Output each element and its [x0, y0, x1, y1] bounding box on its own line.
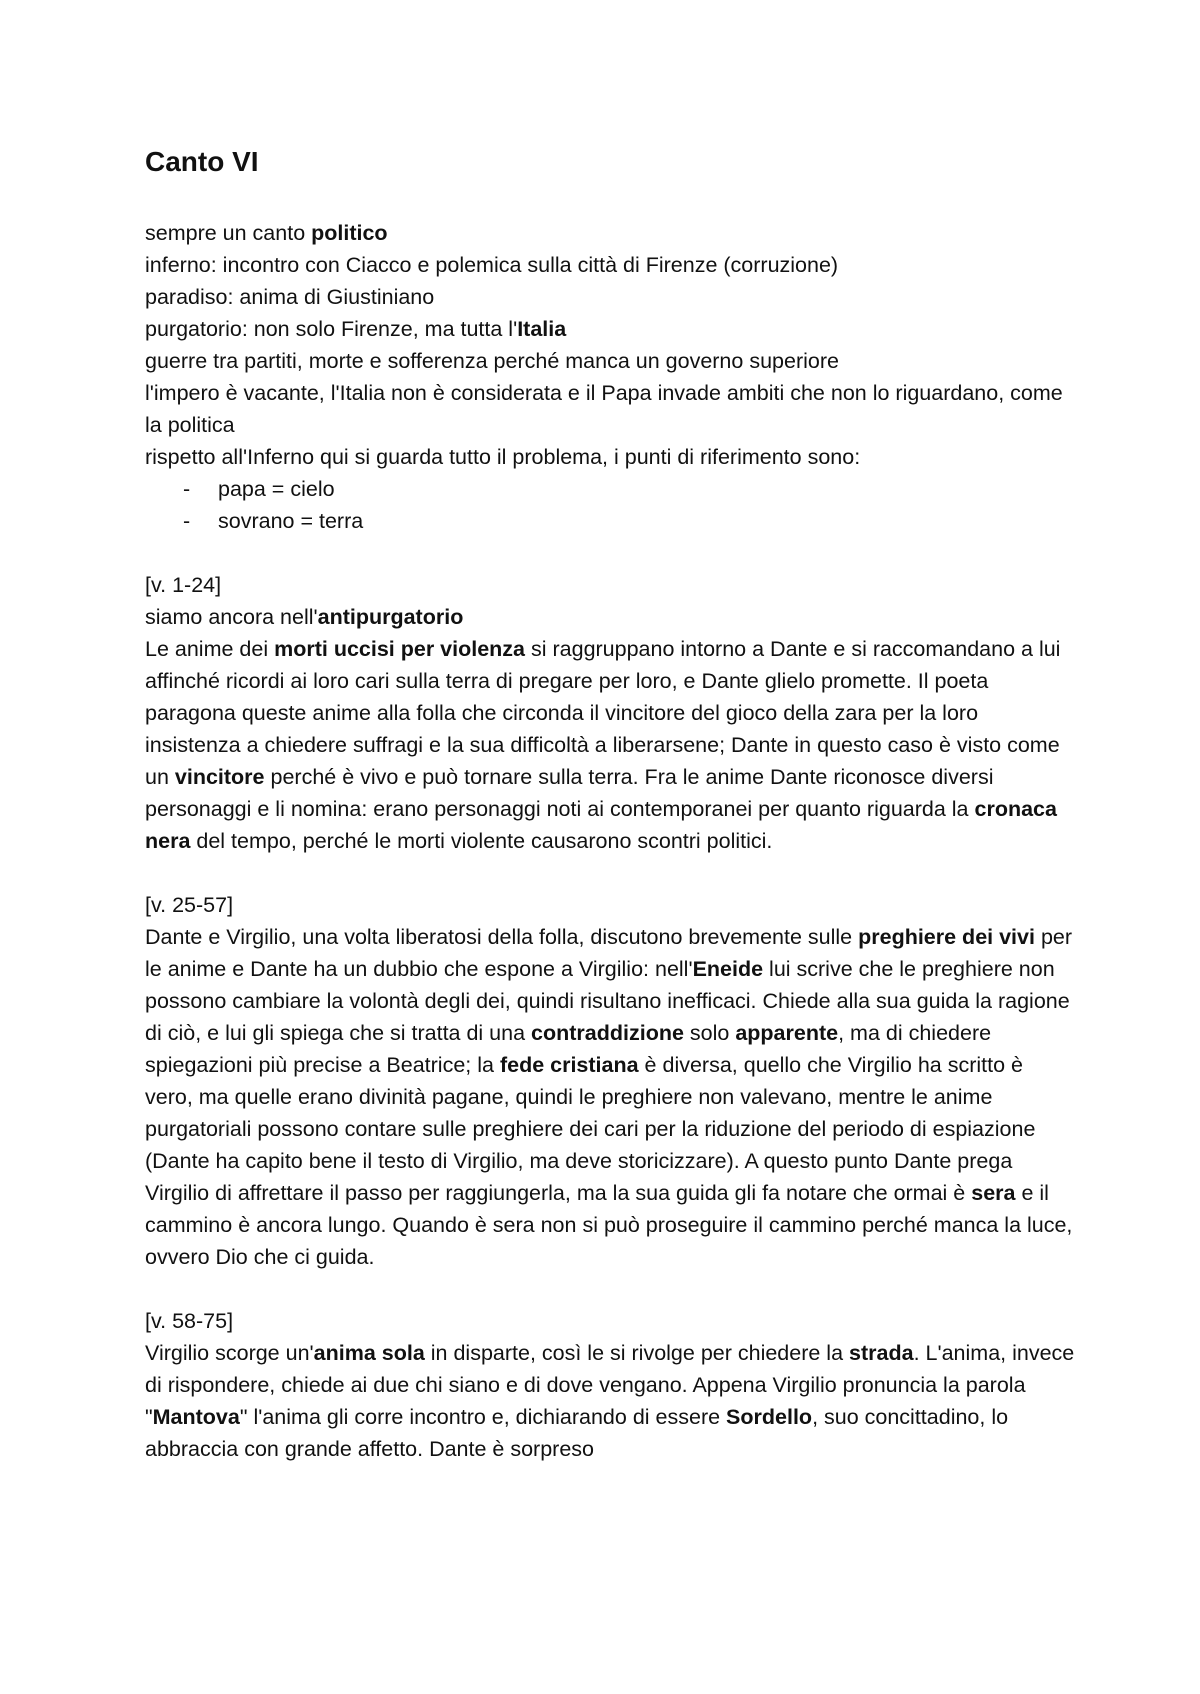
intro-line [145, 217, 1075, 249]
section-heading: [v. 25-57] [145, 893, 234, 917]
text-span: Dante e Virgilio, una volta liberatosi della folla, discutono brevemente sulle [145, 925, 859, 949]
text-span: del tempo, perché le morti violente causarono scontri politici. [190, 829, 773, 853]
text-span: si raggruppano intorno a Dante e si raccomandano a lui affinché ricordi ai loro cari sulla terra di pregare per loro, e Dante glielo promette. Il poeta paragona queste anime alla folla che circonda il vincitore del gioco della zara per la loro insistenza a chiedere suffragi e la sua difficoltà a liberarsene; Dante in questo caso è visto come un [145, 637, 1061, 789]
bullet-dash: - [183, 509, 191, 533]
text-span: Virgilio scorge un' [145, 1341, 314, 1365]
list-item [145, 473, 1075, 505]
bold-term: fede cristiana [499, 1053, 639, 1077]
bold-term: preghiere dei vivi [858, 925, 1035, 949]
text-span: e il cammino è ancora lungo. Quando è sera non si può proseguire il cammino perché manca la luce, ovvero Dio che ci guida. [145, 1181, 1073, 1269]
spacer [145, 1273, 1075, 1305]
list-item-text: papa = cielo [218, 477, 335, 501]
list-item [145, 505, 1075, 537]
section-line [145, 601, 1075, 633]
text-span: perché è vivo e può tornare sulla terra. Fra le anime Dante riconosce diversi personaggi e li nomina: erano personaggi noti ai contemporanei per quanto riguarda la [145, 765, 994, 821]
intro-line: rispetto all'Inferno qui si guarda tutto il problema, i punti di riferimento sono: [145, 445, 861, 469]
text-span: per le anime e Dante ha un dubbio che espone a Virgilio: nell' [145, 925, 1073, 981]
text-span: " l'anima gli corre incontro e, dichiarando di essere [239, 1405, 727, 1429]
bold-term: politico [311, 221, 388, 245]
text-span: sempre un canto [145, 221, 312, 245]
bold-term: vincitore [174, 765, 265, 789]
bold-term: Sordello [726, 1405, 813, 1429]
section-paragraph [145, 1337, 1075, 1465]
text-span: , suo concittadino, lo abbraccia con grande affetto. Dante è sorpreso [145, 1405, 1009, 1461]
bold-term: Italia [517, 317, 567, 341]
section-paragraph [145, 921, 1075, 1273]
text-span: siamo ancora nell' [145, 605, 318, 629]
text-span: in disparte, così le si rivolge per chiedere la [424, 1341, 850, 1365]
text-span: è diversa, quello che Virgilio ha scritto è vero, ma quelle erano divinità pagane, quindi le preghiere non valevano, mentre le anime purgatoriali possono contare sulle preghiere dei cari per la riduzione del periodo di espiazione (Dante ha capito bene il testo di Virgilio, ma deve storicizzare). A questo punto Dante prega Virgilio di affrettare il passo per raggiungerla, ma la sua guida gli fa notare che ormai è [145, 1053, 1036, 1205]
spacer [145, 537, 1075, 569]
text-span: solo [683, 1021, 736, 1045]
text-span: purgatorio: non solo Firenze, ma tutta l' [145, 317, 518, 341]
bold-term: cronaca nera [145, 797, 1057, 853]
list-item-text: sovrano = terra [218, 509, 364, 533]
reference-list [145, 473, 1075, 537]
page-title: Canto VI [145, 146, 259, 177]
intro-line: paradiso: anima di Giustiniano [145, 285, 435, 309]
bullet-dash: - [183, 477, 191, 501]
bold-term: Eneide [692, 957, 764, 981]
bold-term: apparente [735, 1021, 839, 1045]
bold-term: anima sola [313, 1341, 425, 1365]
bold-term: contraddizione [531, 1021, 684, 1045]
bold-term: antipurgatorio [317, 605, 464, 629]
document-page [145, 140, 1075, 1465]
intro-line: inferno: incontro con Ciacco e polemica sulla città di Firenze (corruzione) [145, 253, 839, 277]
intro-line [145, 313, 1075, 345]
intro-line: guerre tra partiti, morte e sofferenza perché manca un governo superiore [145, 349, 839, 373]
bold-term: morti uccisi per violenza [274, 637, 526, 661]
text-span: . L'anima, invece di rispondere, chiede ai due chi siano e di dove vengano. Appena Virgilio pronuncia la parola " [145, 1341, 1075, 1429]
section-heading: [v. 58-75] [145, 1309, 234, 1333]
bold-term: strada [849, 1341, 914, 1365]
intro-line: l'impero è vacante, l'Italia non è considerata e il Papa invade ambiti che non lo riguardano, come la politica [145, 381, 1063, 437]
spacer [145, 857, 1075, 889]
section-heading: [v. 1-24] [145, 573, 222, 597]
bold-term: Mantova [152, 1405, 240, 1429]
text-span: lui scrive che le preghiere non possono cambiare la volontà degli dei, quindi risultano inefficaci. Chiede alla sua guida la ragione di ciò, e lui gli spiega che si tratta di una [145, 957, 1070, 1045]
text-span: Le anime dei [145, 637, 275, 661]
text-span: , ma di chiedere spiegazioni più precise a Beatrice; la [145, 1021, 992, 1077]
bold-term: sera [971, 1181, 1016, 1205]
section-paragraph [145, 633, 1075, 857]
